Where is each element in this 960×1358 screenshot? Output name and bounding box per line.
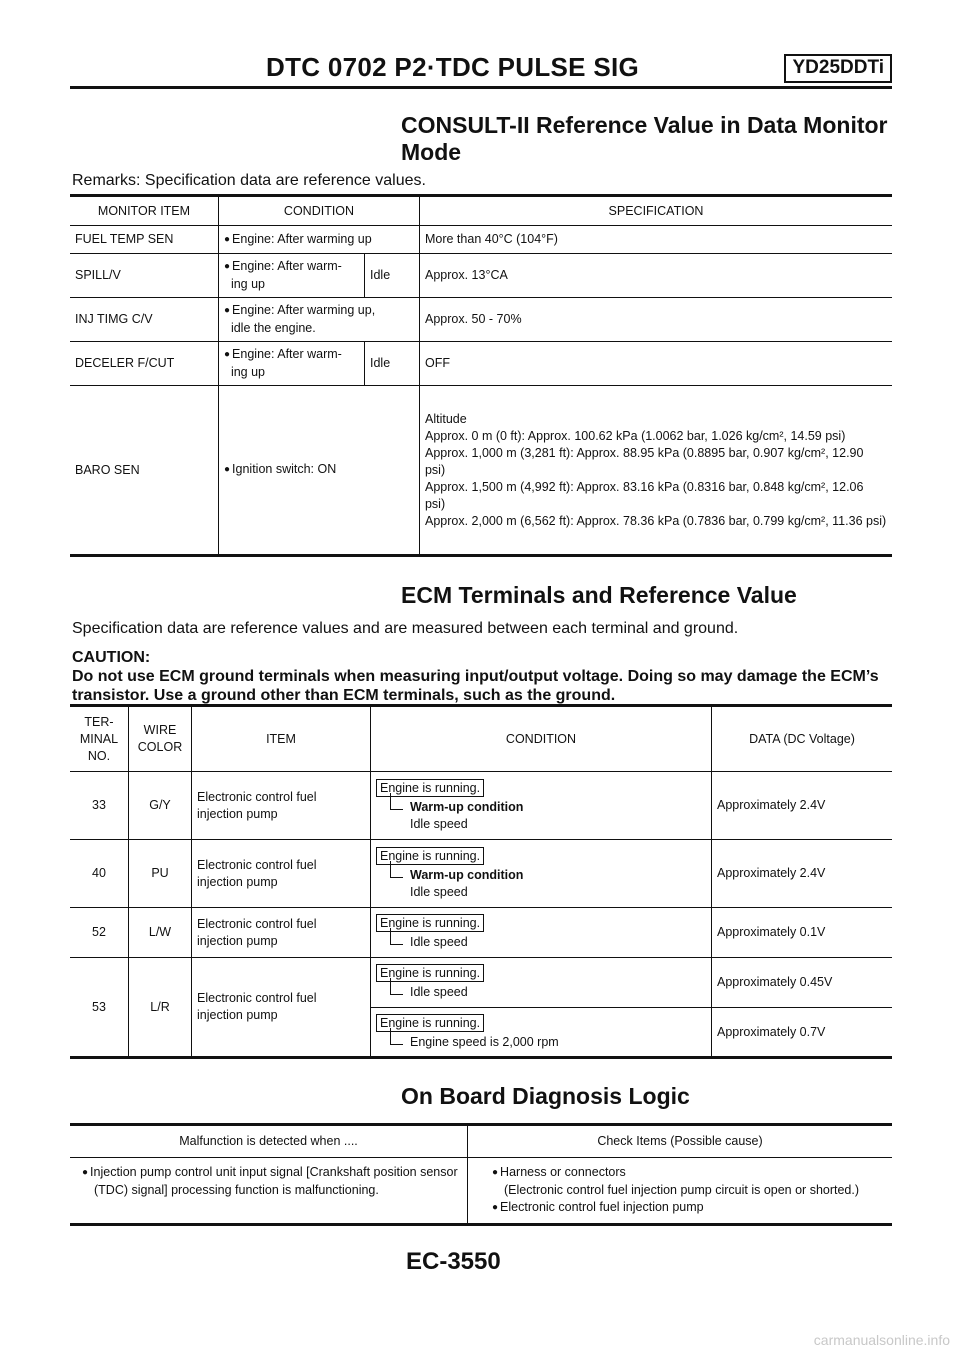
condition: ● Ignition switch: ON [219, 386, 420, 556]
bullet-icon [224, 303, 232, 317]
data-value: Approximately 2.4V [712, 840, 893, 908]
bullet-icon [492, 1200, 500, 1214]
condition [371, 1008, 712, 1058]
spec-line: Approx. 1,000 m (3,281 ft): Approx. 88.95 kPa (0.8895 bar, 0.907 kg/cm², 12.90 psi) [424, 445, 864, 477]
col-header: CONDITION [219, 196, 420, 226]
monitor-item: FUEL TEMP SEN [70, 226, 219, 254]
condition: ● Engine: After warming up [219, 226, 420, 254]
data-value: Approximately 0.1V [712, 908, 893, 958]
col-header: CONDITION [371, 706, 712, 772]
obd-logic-table [70, 1123, 892, 1226]
spec-paragraph: Specification data are reference values and are measured between each terminal and ground. [72, 620, 739, 637]
table-row [70, 908, 892, 958]
condition-sub: Idle speed [376, 984, 706, 1001]
spec-line: Altitude [424, 411, 467, 426]
section-title-ecm-terminals: ECM Terminals and Reference Value [401, 582, 797, 608]
specification: Approx. 13°CA [419, 254, 892, 298]
page-number: EC-3550 [406, 1248, 501, 1275]
wire-color: L/R [129, 958, 192, 1058]
item: Electronic control fuel injection pump [192, 840, 371, 908]
condition-top: Engine is running. [376, 847, 484, 865]
monitor-item: INJ TIMG C/V [70, 298, 219, 342]
table-header-row [70, 706, 892, 772]
condition [371, 908, 712, 958]
condition: ● Engine: After warm- ing up [219, 254, 365, 298]
specification: More than 40°C (104°F) [419, 226, 892, 254]
condition [371, 958, 712, 1008]
condition-sub: Engine speed is 2,000 rpm [376, 1034, 706, 1051]
spec-line: Approx. 1,500 m (4,992 ft): Approx. 83.16 kPa (0.8316 bar, 0.848 kg/cm², 12.06 psi) [424, 479, 864, 511]
wire-color: L/W [129, 908, 192, 958]
condition-sub: Idle speed [376, 934, 706, 951]
table-header-row [70, 196, 892, 226]
col-header: Check Items (Possible cause) [468, 1125, 893, 1158]
remarks-text: Remarks: Specification data are reference values. [72, 172, 426, 189]
specification: Approx. 50 - 70% [419, 298, 892, 342]
condition-sub: Idle [365, 342, 420, 386]
page-header [70, 52, 892, 89]
condition [371, 772, 712, 840]
consult-reference-table [70, 194, 892, 557]
monitor-item: BARO SEN [70, 386, 219, 556]
table-row [70, 772, 892, 840]
condition-top: Engine is running. [376, 964, 484, 982]
bullet-icon [82, 1165, 90, 1179]
section-title-obd-logic: On Board Diagnosis Logic [401, 1083, 690, 1109]
condition-sub: Idle [365, 254, 420, 298]
table-row [70, 840, 892, 908]
spec-line: Approx. 2,000 m (6,562 ft): Approx. 78.36 kPa (0.7836 bar, 0.799 kg/cm², 11.36 psi) [424, 513, 887, 528]
data-value: Approximately 0.45V [712, 958, 893, 1008]
malfunction-condition: ● Injection pump control unit input signal [Crankshaft position sensor (TDC) signal] processing function is malfunctioning. [70, 1158, 468, 1225]
bullet-icon [224, 259, 232, 273]
terminal-no: 40 [70, 840, 129, 908]
bullet-icon [492, 1165, 500, 1179]
terminal-no: 53 [70, 958, 129, 1058]
bullet-icon [224, 462, 232, 476]
table-row [70, 226, 892, 254]
col-header: SPECIFICATION [419, 196, 892, 226]
section-title-consult: CONSULT-II Reference Value in Data Monitor Mode [401, 112, 888, 165]
table-row [70, 958, 892, 1008]
table-row [70, 298, 892, 342]
spec-line: Approx. 0 m (0 ft): Approx. 100.62 kPa (1.0062 bar, 1.026 kg/cm², 14.59 psi) [424, 428, 846, 443]
bullet-icon [224, 232, 232, 246]
ecm-terminal-table [70, 704, 892, 1059]
col-header: Malfunction is detected when .... [70, 1125, 468, 1158]
item: Electronic control fuel injection pump [192, 908, 371, 958]
col-header: MONITOR ITEM [70, 196, 219, 226]
item: Electronic control fuel injection pump [192, 958, 371, 1058]
engine-code-tag: YD25DDTi [784, 54, 892, 83]
item: Electronic control fuel injection pump [192, 772, 371, 840]
condition-sub: Warm-up condition Idle speed [376, 867, 706, 901]
header-title: DTC 0702 P2·TDC PULSE SIG [266, 52, 640, 82]
terminal-no: 52 [70, 908, 129, 958]
table-header-row [70, 1125, 892, 1158]
specification [419, 386, 892, 556]
monitor-item: SPILL/V [70, 254, 219, 298]
wire-color: PU [129, 840, 192, 908]
condition-sub: Warm-up condition Idle speed [376, 799, 706, 833]
col-header: WIRE COLOR [129, 706, 192, 772]
monitor-item: DECELER F/CUT [70, 342, 219, 386]
data-value: Approximately 2.4V [712, 772, 893, 840]
terminal-no: 33 [70, 772, 129, 840]
condition-top: Engine is running. [376, 914, 484, 932]
caution-text: CAUTION: Do not use ECM ground terminals when measuring input/output voltage. Doing so may damage the ECM’s transistor. Use a ground other than ECM terminals, such as the ground. [72, 649, 879, 704]
col-header: ITEM [192, 706, 371, 772]
table-row [70, 254, 892, 298]
specification: OFF [419, 342, 892, 386]
table-row [70, 386, 892, 556]
condition-top: Engine is running. [376, 1014, 484, 1032]
condition [371, 840, 712, 908]
col-header: DATA (DC Voltage) [712, 706, 893, 772]
check-items: ● Harness or connectors (Electronic control fuel injection pump circuit is open or shorted.) ● Electronic control fuel injection pump [468, 1158, 893, 1225]
data-value: Approximately 0.7V [712, 1008, 893, 1058]
bullet-icon [224, 347, 232, 361]
condition: ● Engine: After warming up, idle the engine. [219, 298, 420, 342]
wire-color: G/Y [129, 772, 192, 840]
table-row [70, 1158, 892, 1225]
col-header: TER-MINAL NO. [70, 706, 129, 772]
table-row [70, 342, 892, 386]
condition-top: Engine is running. [376, 779, 484, 797]
condition: ● Engine: After warm- ing up [219, 342, 365, 386]
watermark: carmanualsonline.info [813, 1332, 950, 1348]
